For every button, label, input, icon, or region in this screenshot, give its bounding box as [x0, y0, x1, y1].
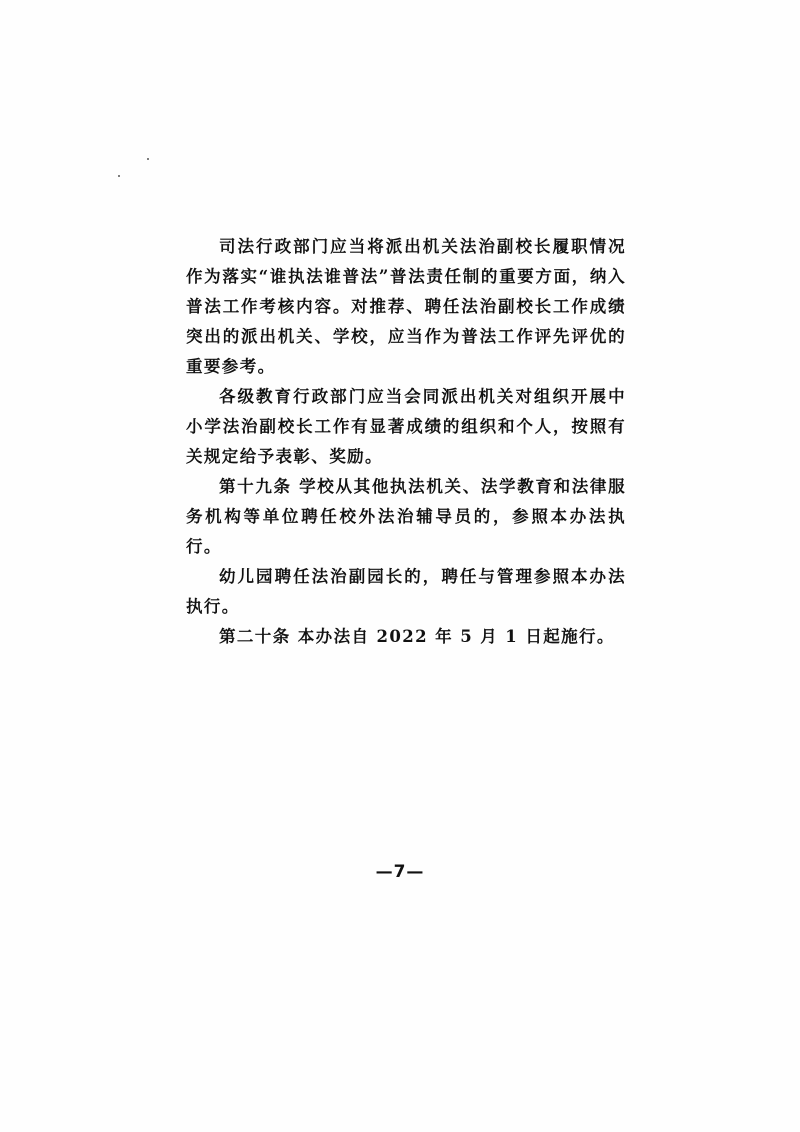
paragraph-text: 学校从其他执法机关、法学教育和法律服务机构等单位聘任校外法治辅导员的，参照本办法执行。	[186, 477, 626, 556]
article-20-paragraph	[186, 622, 626, 652]
paragraph-text: 司法行政部门应当将派出机关法治副校长履职情况作为落实“谁执法谁普法”普法责任制的重要方面，纳入普法工作考核内容。对推荐、聘任法治副校长工作成绩突出的派出机关、学校，应当作为普法工作评先评优的重要参考。	[186, 237, 626, 376]
article-19-paragraph	[186, 472, 626, 562]
paragraph-justice-department	[186, 232, 626, 382]
scan-speck	[147, 158, 149, 160]
page-number: —7—	[375, 862, 425, 882]
paragraph-education-department	[186, 382, 626, 472]
paragraph-text: 幼儿园聘任法治副园长的，聘任与管理参照本办法执行。	[186, 567, 626, 616]
article-label: 第十九条	[219, 477, 292, 496]
paragraph-kindergarten	[186, 562, 626, 622]
scan-speck	[118, 175, 120, 177]
article-label: 第二十条	[219, 627, 291, 646]
paragraph-text: 本办法自 2022 年 5 月 1 日起施行。	[297, 627, 615, 646]
document-body	[186, 232, 626, 652]
paragraph-text: 各级教育行政部门应当会同派出机关对组织开展中小学法治副校长工作有显著成绩的组织和个人，按照有关规定给予表彰、奖励。	[186, 387, 626, 466]
